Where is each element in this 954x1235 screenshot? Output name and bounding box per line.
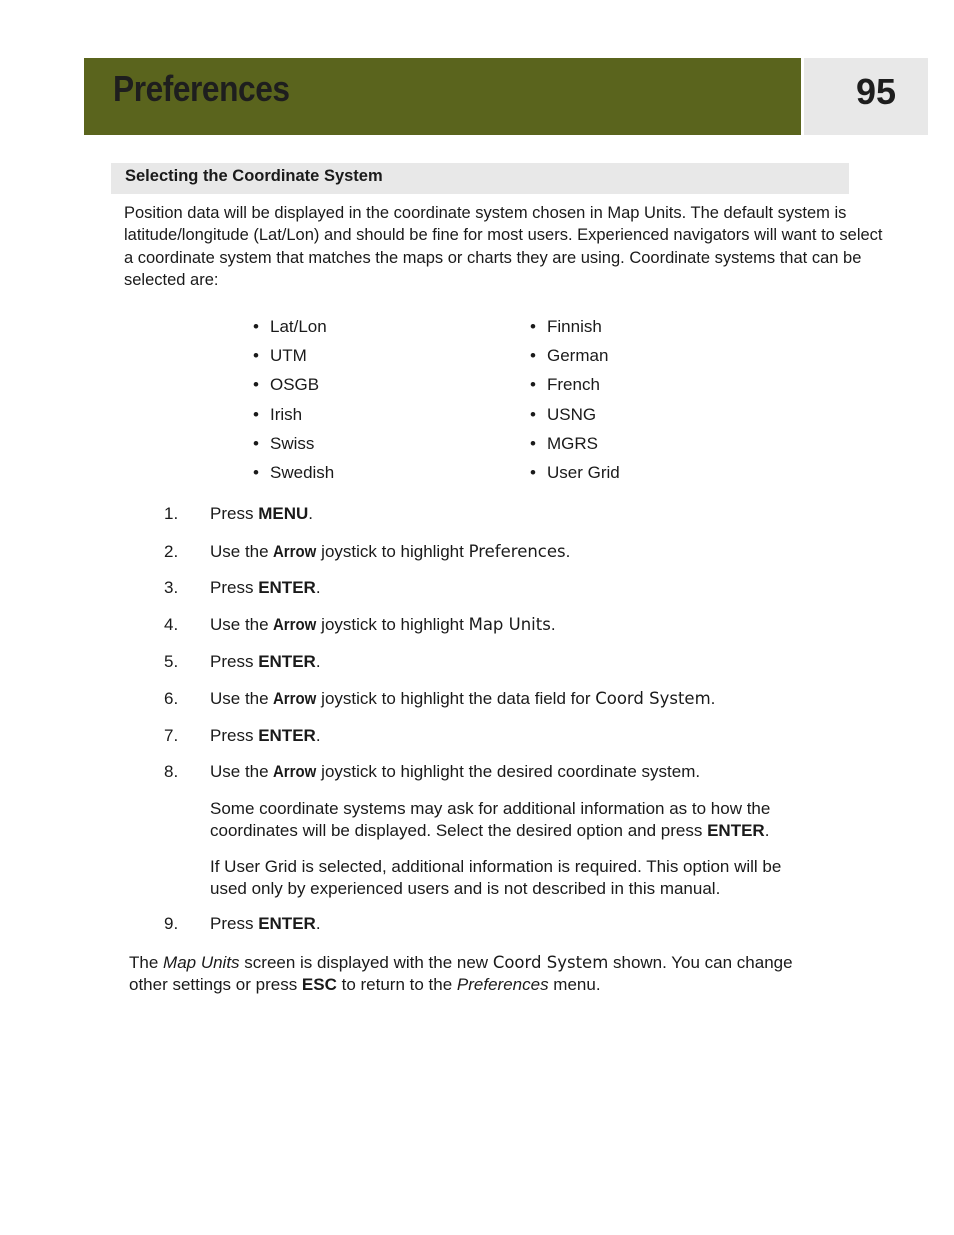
bullet-item [253, 374, 334, 403]
bullet-marker: • [530, 404, 536, 424]
bullet-list-left [253, 316, 334, 491]
step-text: Use the Arrow joystick to highlight Preferences. [210, 542, 571, 561]
step-number: 1. [164, 504, 179, 523]
bullet-item [253, 345, 334, 374]
bullet-label: OSGB [270, 375, 320, 395]
bullet-item [530, 316, 620, 345]
bullet-item [530, 345, 620, 374]
bullet-item [530, 404, 620, 433]
bullet-label: Lat/Lon [270, 317, 327, 336]
step-text: Use the Arrow joystick to highlight the desired coordinate system. [210, 762, 701, 781]
bullet-label: French [547, 375, 600, 395]
bullet-item [530, 374, 620, 403]
bullet-marker: • [530, 346, 536, 366]
closing-line-2: other settings or press ESC to return to the Preferences menu. [129, 975, 601, 995]
note-1-line-1: Some coordinate systems may ask for additional information as to how the [210, 799, 771, 818]
intro-paragraph: Position data will be displayed in the coordinate system chosen in Map Units. The default system is latitude/longitude (Lat/Lon) and should be fine for most users. Experienced navigators will want to select a coordinate system that matches the maps or charts they are using. Coordinate systems that can be selected are: [124, 204, 883, 289]
bullet-label: German [547, 346, 609, 366]
bullet-list-right [530, 316, 620, 491]
step-text: Use the Arrow joystick to highlight the data field for Coord System. [210, 689, 716, 708]
page-title: Preferences [113, 68, 290, 109]
note-paragraph-1 [210, 798, 890, 843]
bullet-marker: • [253, 346, 259, 366]
section-title: Selecting the Coordinate System [125, 167, 383, 185]
step-text: Use the Arrow joystick to highlight Map Units. [210, 615, 556, 634]
step-number: 7. [164, 726, 179, 745]
step-text: Press ENTER. [210, 914, 321, 933]
bullet-label: User Grid [547, 462, 620, 482]
bullet-item [253, 462, 334, 491]
closing-line-1: The Map Units screen is displayed with the new Coord System shown. You can change [129, 953, 793, 972]
step-text: Press ENTER. [210, 726, 321, 745]
step-number: 6. [164, 689, 179, 708]
page-number: 95 [856, 71, 897, 112]
bullet-marker: • [253, 404, 259, 424]
bullet-label: Swedish [270, 462, 335, 482]
bullet-item [253, 316, 334, 345]
bullet-marker: • [530, 462, 536, 482]
note-1-line-2: coordinates will be displayed. Select the desired option and press ENTER. [210, 821, 770, 841]
bullet-item [253, 433, 334, 462]
bullet-marker: • [530, 433, 536, 453]
bullet-label: Irish [270, 404, 303, 424]
bullet-marker: • [253, 317, 259, 336]
bullet-item [530, 462, 620, 491]
bullet-label: Swiss [270, 433, 315, 453]
bullet-label: MGRS [547, 433, 598, 453]
step-number: 8. [164, 762, 179, 781]
bullet-marker: • [530, 375, 536, 395]
step-text: Press ENTER. [210, 652, 321, 671]
step-number: 3. [164, 578, 179, 597]
bullet-item [253, 404, 334, 433]
step-number: 9. [164, 914, 179, 933]
step-text: Press ENTER. [210, 578, 321, 597]
note-2-line-2: used only by experienced users and is not described in this manual. [210, 879, 721, 899]
bullet-marker: • [253, 433, 259, 453]
bullet-marker: • [253, 462, 259, 482]
bullet-item [530, 433, 620, 462]
step-number: 2. [164, 542, 179, 561]
bullet-label: USNG [547, 404, 597, 424]
closing-paragraph [129, 952, 889, 997]
step-text: Press MENU. [210, 504, 313, 523]
step-number: 5. [164, 652, 179, 671]
bullet-marker: • [530, 317, 536, 336]
bullet-label: UTM [270, 346, 307, 366]
note-2-line-1: If User Grid is selected, additional information is required. This option will be [210, 857, 782, 876]
step-number: 4. [164, 615, 179, 634]
note-paragraph-2 [210, 856, 890, 901]
bullet-label: Finnish [547, 317, 602, 336]
bullet-marker: • [253, 375, 259, 395]
